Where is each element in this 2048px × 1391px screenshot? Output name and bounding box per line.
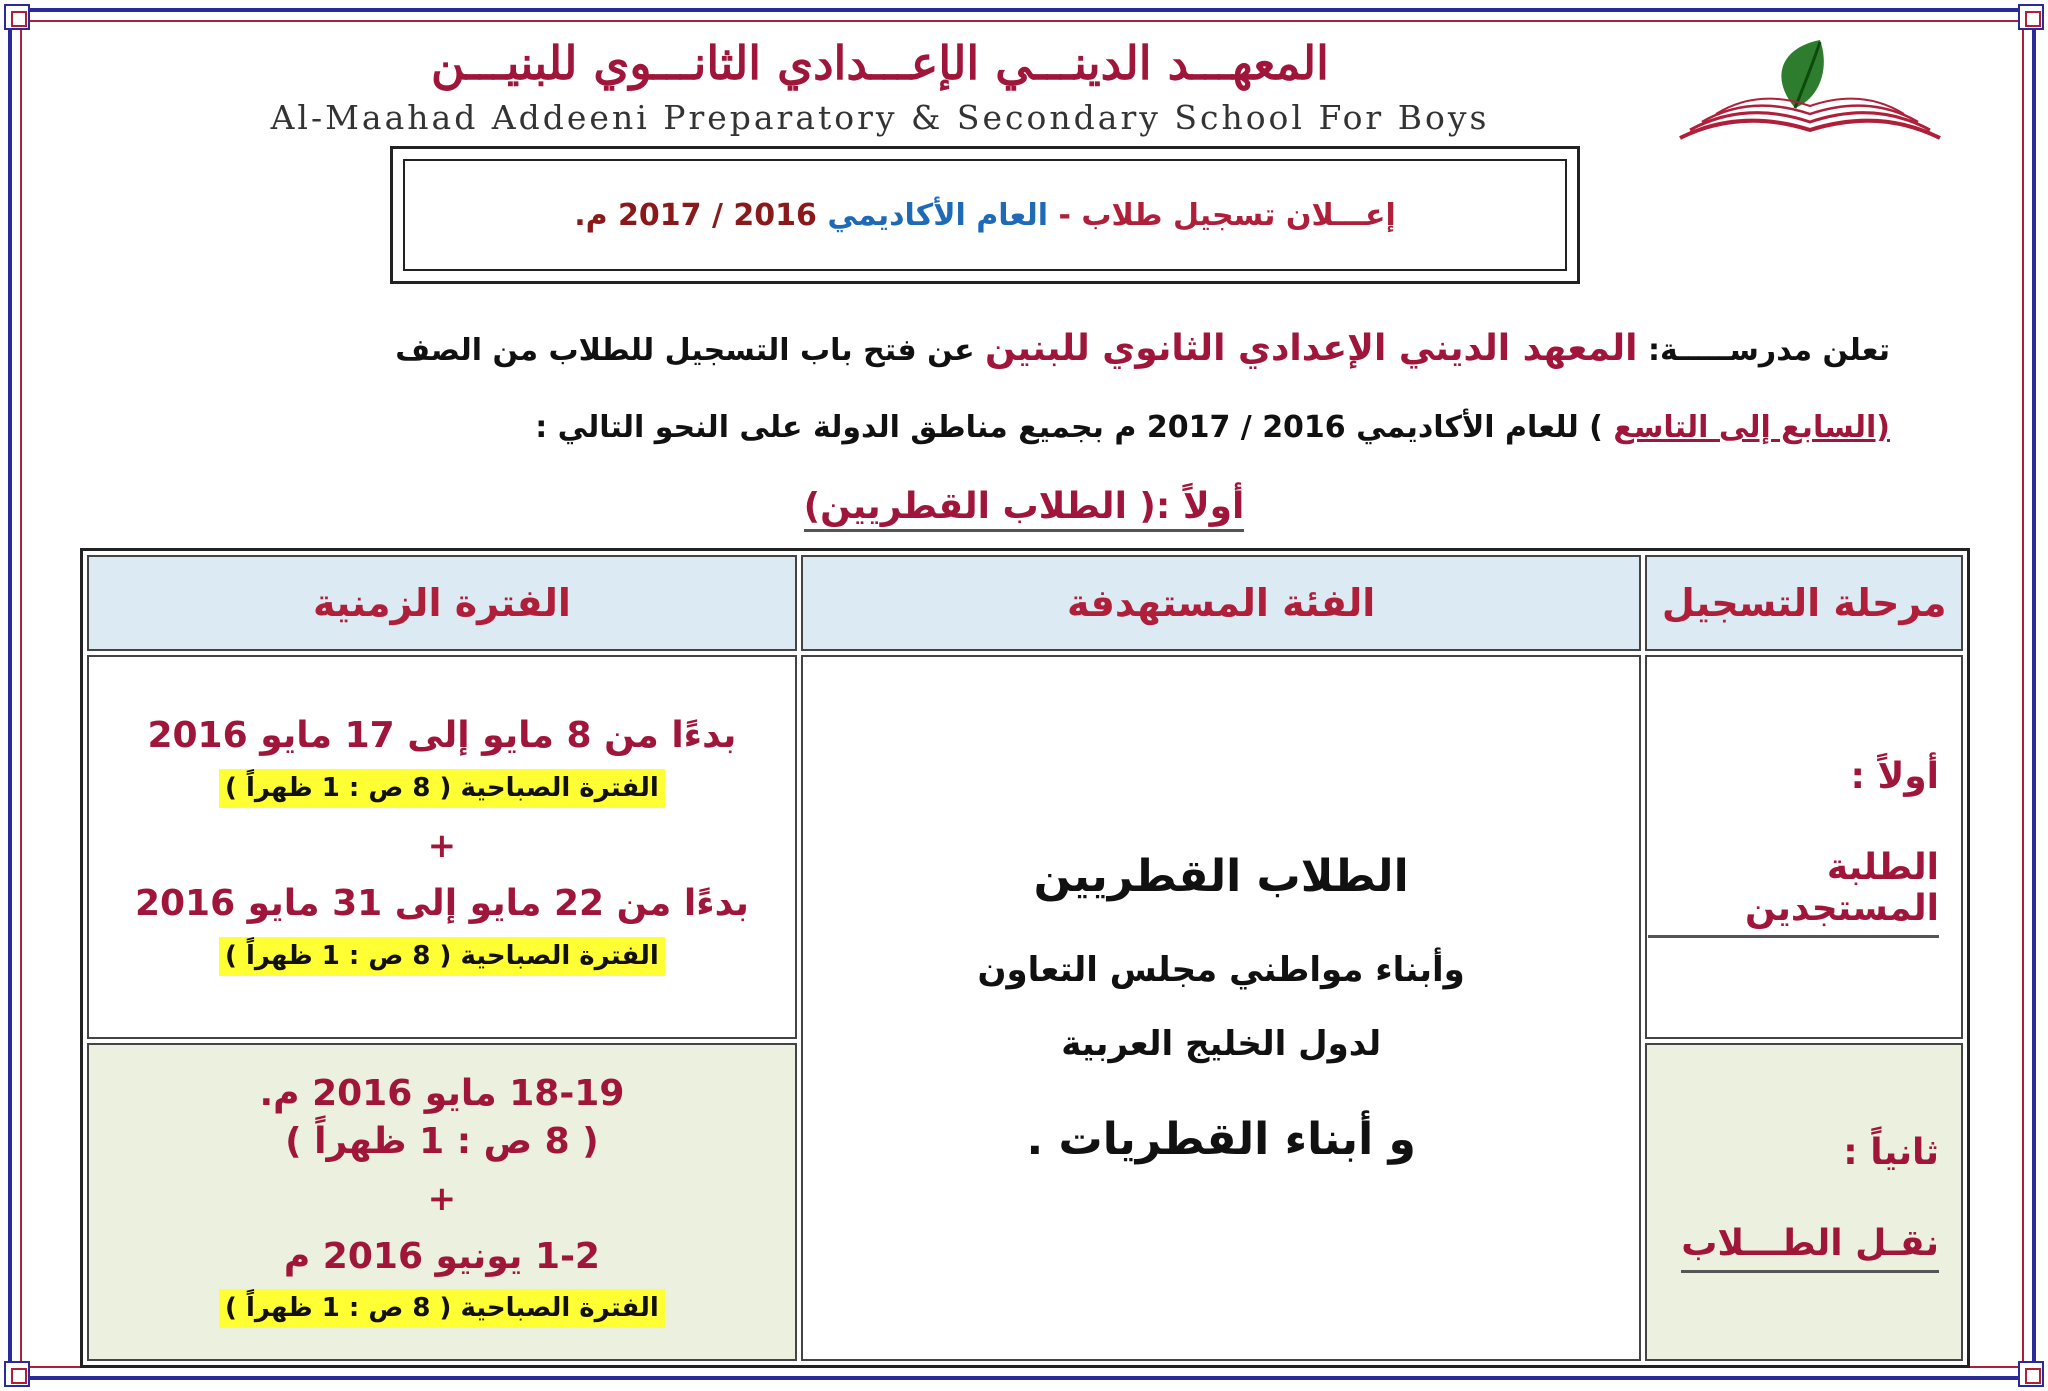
table-header-row [87,555,1963,651]
title-part1: إعـــلان تسجيل طلاب [1081,197,1396,233]
intro-text: عن فتح باب التسجيل للطلاب من الصف [395,333,975,368]
period-line: 1-2 يونيو 2016 م [283,1235,600,1277]
highlighted-time: الفترة الصباحية ( 8 ص : 1 ظهراً ) [219,1289,665,1328]
intro-text: تعلن مدرســـــة: [1647,333,1890,368]
stage-label: أولاً : [1850,756,1939,797]
corner-ornament [4,4,30,30]
title-part2: العام الأكاديمي [827,197,1048,233]
period-cell-transfer [87,1043,797,1361]
stage-cell-new [1645,655,1963,1039]
intro-line-1 [150,328,1890,369]
section-heading [0,486,2048,527]
corner-ornament [4,1361,30,1387]
plus-sign: + [427,1178,457,1219]
target-line: وأبناء مواطني مجلس التعاون [977,950,1465,991]
intro-line-2 [150,410,1890,445]
section-heading-text: أولاً :( الطلاب القطريين) [804,486,1245,532]
period-line: بدءًا من 8 مايو إلى 17 مايو 2016 [147,715,737,757]
corner-ornament [2018,4,2044,30]
plus-sign: + [427,826,457,867]
header-stage: مرحلة التسجيل [1645,555,1963,651]
title-text [403,159,1567,271]
school-name-english: Al-Maahad Addeeni Preparatory & Secondary School For Boys [270,98,1490,137]
period-line: بدءًا من 22 مايو إلى 31 مايو 2016 [134,882,749,924]
stage-label: ثانياً : [1843,1131,1939,1173]
stage-cell-transfer [1645,1043,1963,1361]
registration-table [80,548,1970,1368]
intro-text: ) للعام الأكاديمي 2016 / 2017 م بجميع مناطق الدولة على النحو التالي : [535,410,1603,445]
target-line: الطلاب القطريين [1033,850,1409,902]
stage-value: نقـل الطـــلاب [1681,1223,1939,1273]
target-line: و أبناء القطريات . [1026,1113,1416,1165]
period-line: 18-19 مايو 2016 م. [259,1072,625,1114]
period-line: ( 8 ص : 1 ظهراً ) [285,1121,599,1163]
leaf-book-logo-icon [1670,38,1950,148]
title-dash: - [1058,197,1071,233]
highlighted-time: الفترة الصباحية ( 8 ص : 1 ظهراً ) [219,937,665,976]
table-row [87,655,1963,1039]
target-group-cell [801,655,1642,1361]
header-target: الفئة المستهدفة [801,555,1642,651]
school-name-arabic: المعهـــد الدينـــي الإعـــدادي الثانـــوي للبنيـــن [431,36,1329,90]
title-part3: 2016 / 2017 م. [574,197,817,233]
intro-grades: (السابع إلى التاسع [1613,410,1890,445]
header-period: الفترة الزمنية [87,555,797,651]
intro-school-name: المعهد الديني الإعدادي الثانوي للبنين [985,328,1638,369]
period-cell-new [87,655,797,1039]
corner-ornament [2018,1361,2044,1387]
highlighted-time: الفترة الصباحية ( 8 ص : 1 ظهراً ) [219,769,665,808]
stage-value: الطلبة المستجدين [1648,847,1939,938]
target-line: لدول الخليج العربية [1061,1024,1382,1064]
title-box [390,146,1580,284]
